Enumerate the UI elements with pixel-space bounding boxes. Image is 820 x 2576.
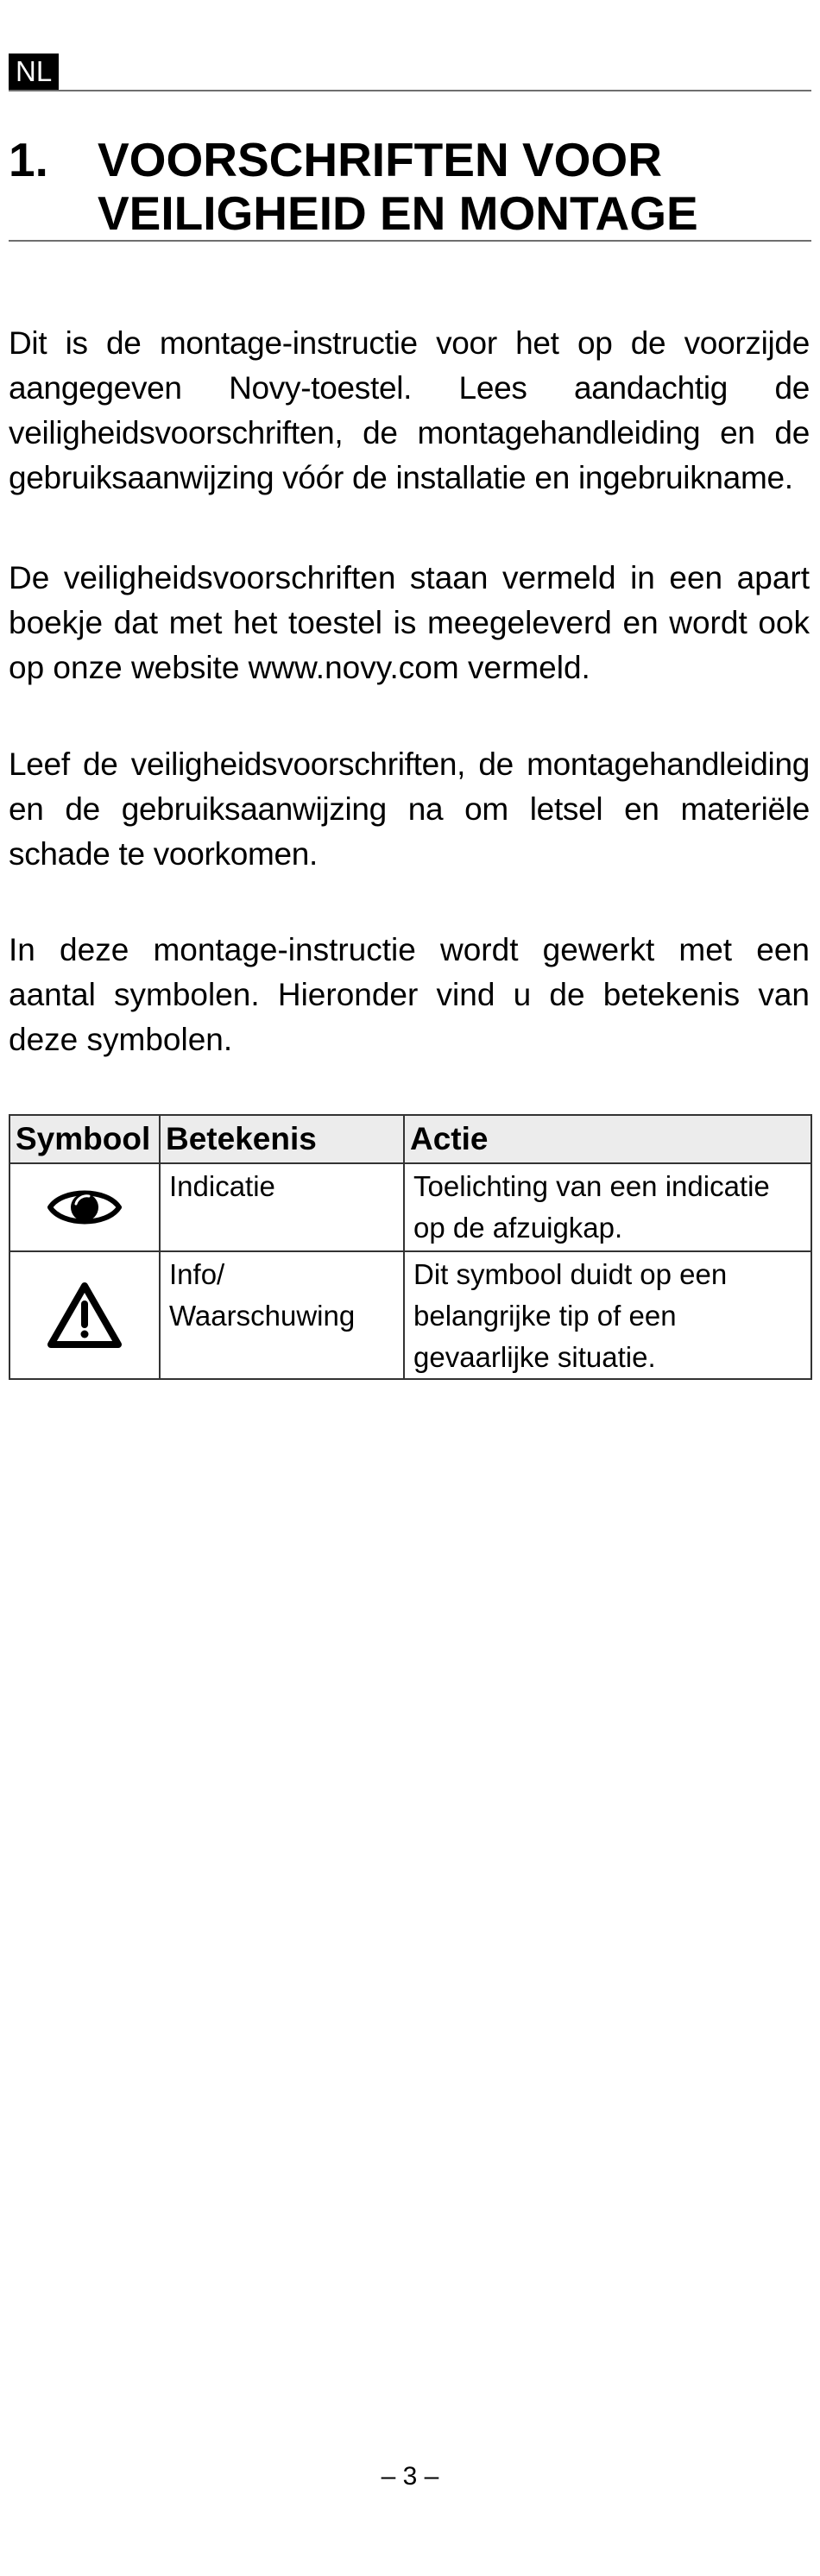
page-number: – 3 – (381, 2462, 439, 2491)
action-cell: Toelichting van een indicatie op de afzuigkap. (404, 1163, 811, 1251)
action-cell: Dit symbool duidt op een belangrijke tip of een gevaarlijke situatie. (404, 1251, 811, 1379)
follow-instructions-paragraph: Leef de veiligheidsvoorschriften, de montagehandleiding en de gebruiksaanwijzing na om letsel en materiële schade te voorkomen. (9, 746, 810, 872)
eye-icon (47, 1183, 123, 1231)
symbol-cell (9, 1251, 160, 1379)
safety-booklet-paragraph: De veiligheidsvoorschriften staan vermeld in een apart boekje dat met het toestel is meegeleverd en wordt ook op onze website www.novy.com vermeld. (9, 560, 810, 685)
header-symbol: Symbool (9, 1115, 160, 1163)
symbols-intro-paragraph: In deze montage-instructie wordt gewerkt met een aantal symbolen. Hieronder vind u de betekenis van deze symbolen. (9, 932, 810, 1057)
table-header-row (9, 1115, 811, 1163)
table-row (9, 1251, 811, 1379)
header-action: Actie (404, 1115, 811, 1163)
header-meaning: Betekenis (160, 1115, 404, 1163)
meaning-cell: Indicatie (160, 1163, 404, 1251)
table-row (9, 1163, 811, 1251)
heading-divider (9, 240, 811, 242)
language-tag: NL (9, 54, 59, 90)
header-divider (9, 90, 811, 91)
section-title: VOORSCHRIFTEN VOOR VEILIGHEID EN MONTAGE (98, 133, 698, 240)
intro-paragraph: Dit is de montage-instructie voor het op de voorzijde aangegeven Novy-toestel. Lees aandachtig de veiligheidsvoorschriften, de montagehandleiding en de gebruiksaanwijzing vóór de installatie en ingebruikname. (9, 325, 810, 495)
symbol-table (9, 1114, 812, 1380)
symbol-cell (9, 1163, 160, 1251)
warning-triangle-icon (46, 1280, 123, 1351)
meaning-cell: Info/ Waarschuwing (160, 1251, 404, 1379)
section-number: 1. (9, 133, 48, 186)
